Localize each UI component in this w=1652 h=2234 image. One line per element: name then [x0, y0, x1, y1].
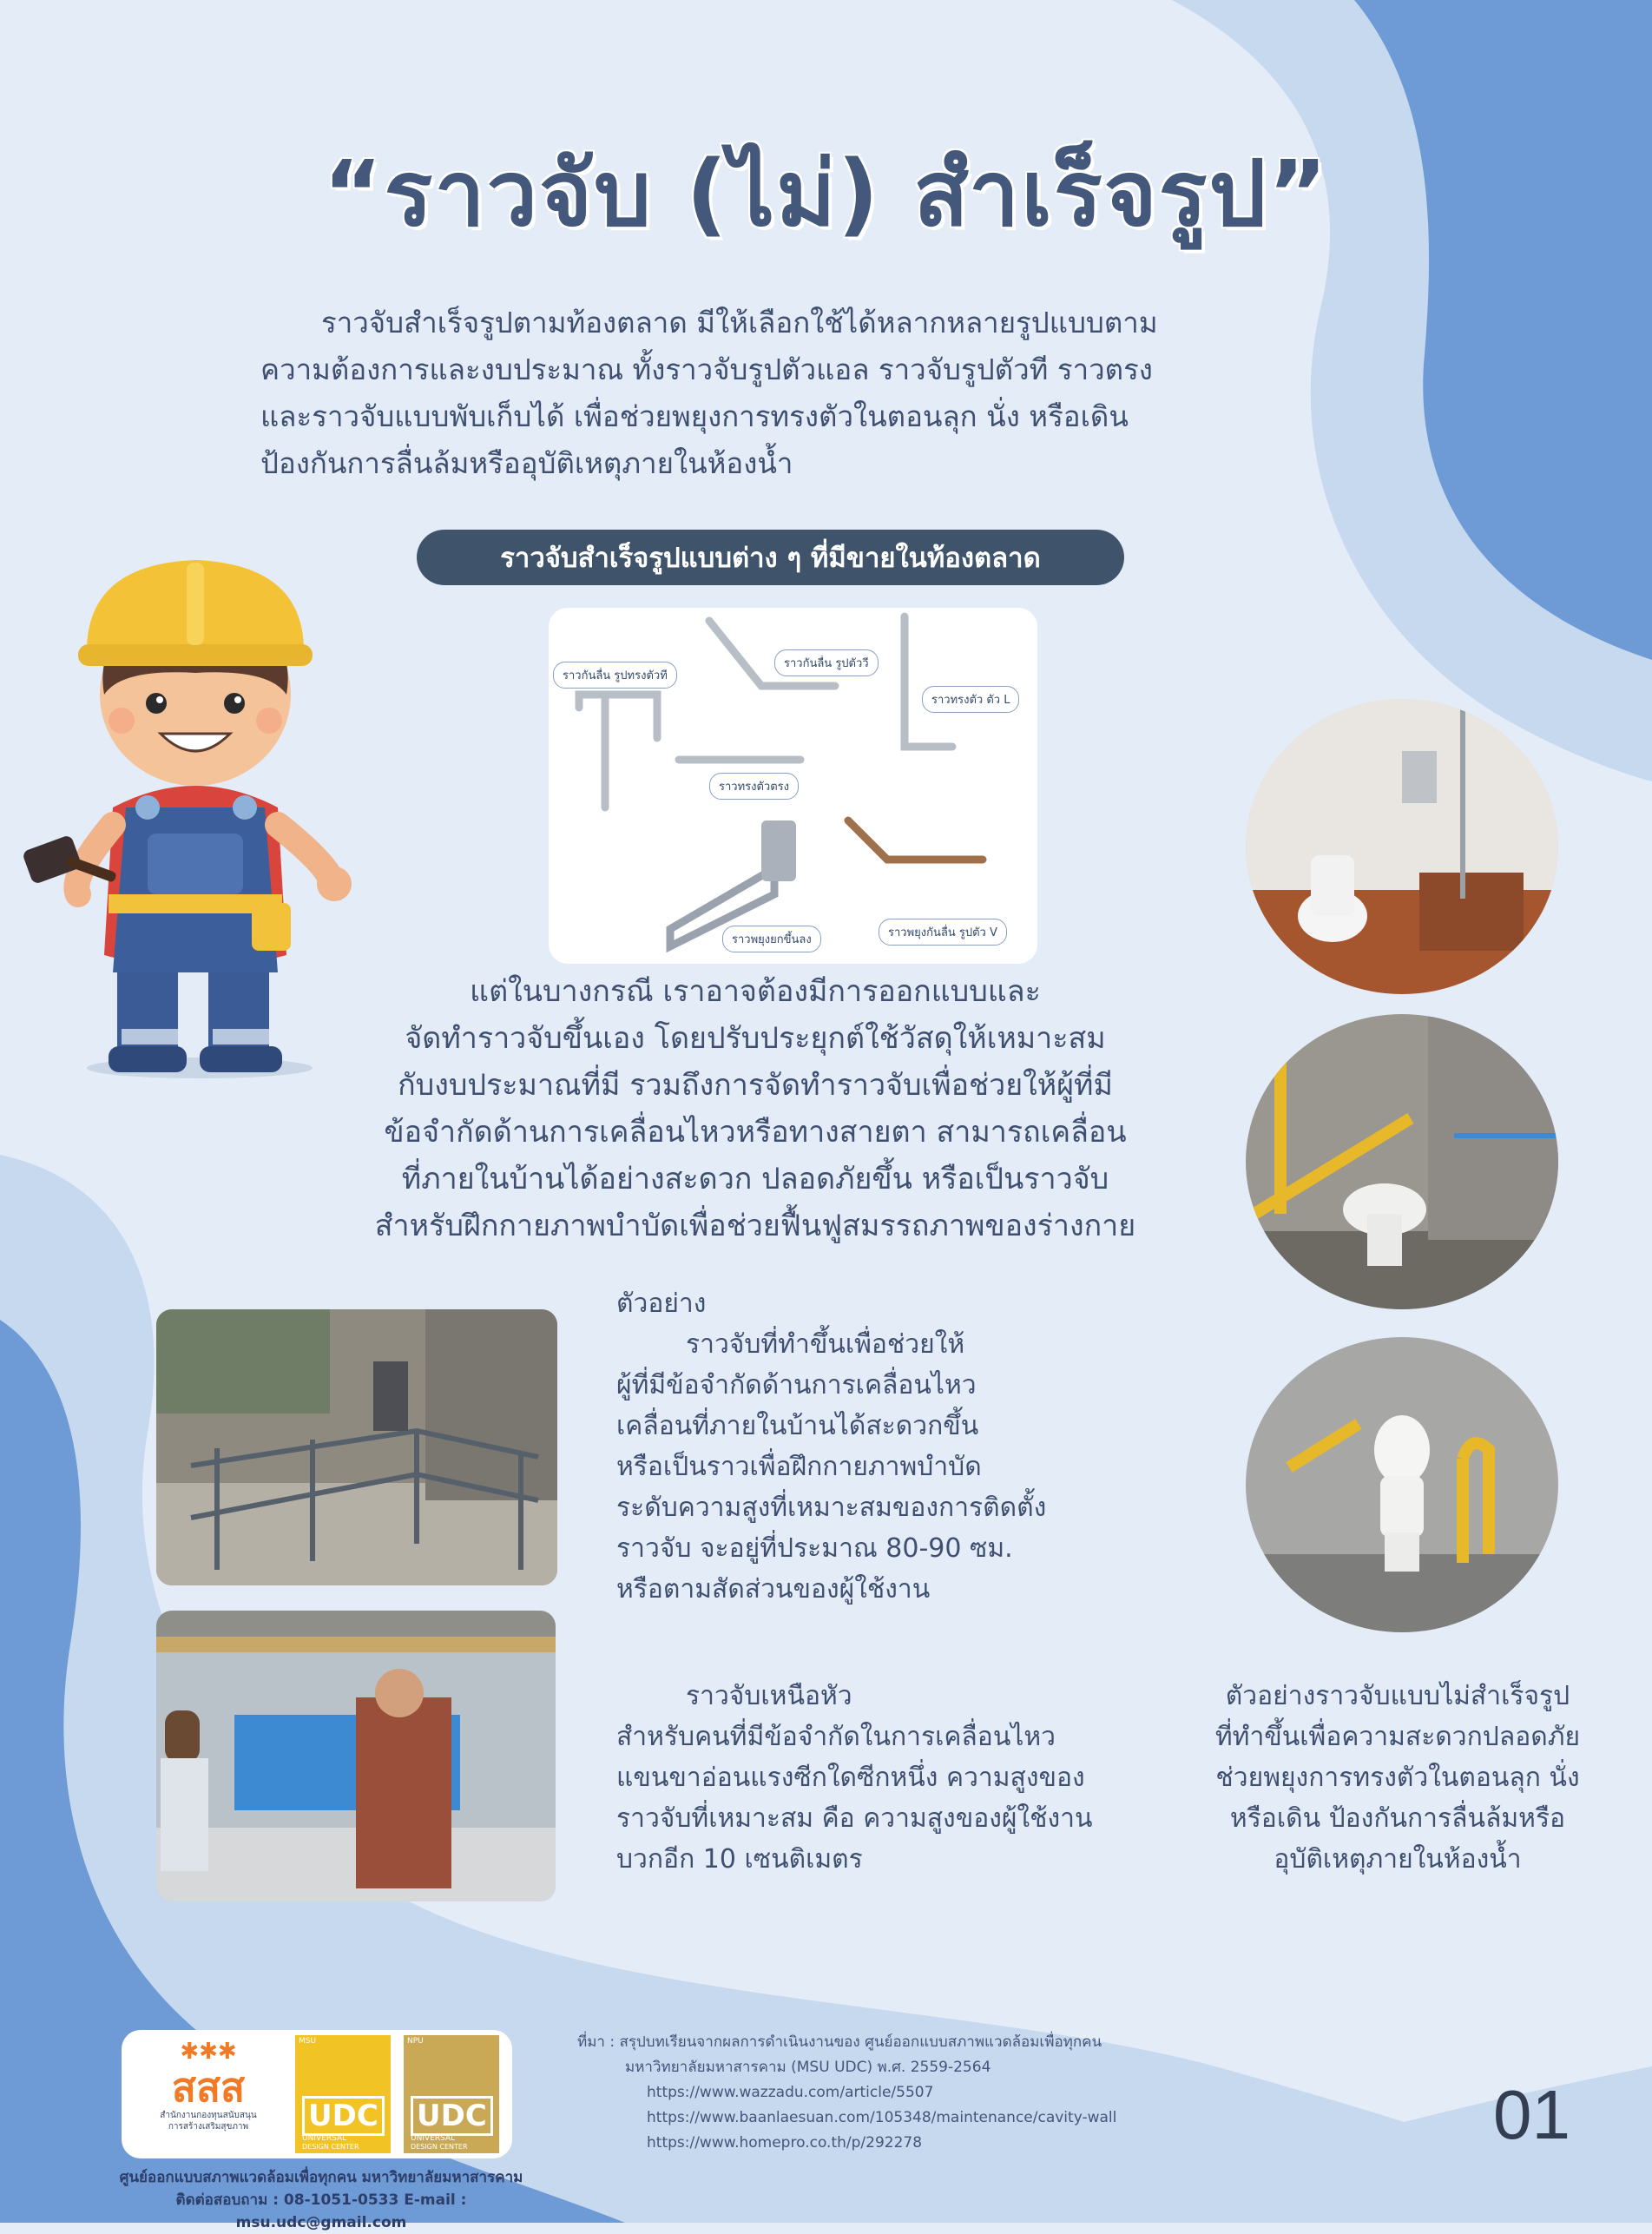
- sources: [577, 2030, 1289, 2156]
- sss-caption: การสร้างเสริมสุขภาพ: [168, 2122, 249, 2132]
- example-heading: ตัวอย่าง: [616, 1288, 707, 1319]
- caption-line: ช่วยพยุงการทรงตัวในตอนลุก นั่ง: [1215, 1763, 1580, 1793]
- overhead-line: บวกอีก 10 เซนติเมตร: [616, 1844, 863, 1875]
- para-line: กับงบประมาณที่มี รวมถึงการจัดทำราวจับเพื่อช่วยให้ผู้ที่มี: [398, 1068, 1113, 1103]
- intro-line: และราวจับแบบพับเก็บได้ เพื่อช่วยพยุงการทรงตัวในตอนลุก นั่ง หรือเดิน: [260, 399, 1129, 433]
- npu-tag: NPU: [407, 2037, 424, 2046]
- udc-wordmark: UDC: [411, 2096, 493, 2136]
- overhead-line: แขนขาอ่อนแรงซีกใดซีกหนึ่ง ความสูงของ: [616, 1763, 1085, 1793]
- source-link[interactable]: https://www.baanlaesuan.com/105348/maintenance/cavity-wall: [647, 2109, 1117, 2126]
- sss-logo: [135, 2039, 282, 2152]
- sss-people-icon: ✱✱✱: [180, 2039, 237, 2065]
- intro-line: ราวจับสำเร็จรูปตามท้องตลาด มีให้เลือกใช้ได้หลากหลายรูปแบบตาม: [321, 306, 1158, 339]
- udc-wordmark: UDC: [302, 2096, 385, 2136]
- sss-caption: สำนักงานกองทุนสนับสนุน: [160, 2111, 257, 2120]
- msu-tag: MSU: [299, 2037, 317, 2046]
- example-line: ระดับความสูงที่เหมาะสมของการติดตั้ง: [616, 1493, 1047, 1523]
- bathroom-photo-1: [1246, 699, 1558, 994]
- sss-wordmark: สสส: [171, 2064, 246, 2111]
- contact-line: ติดต่อสอบถาม : 08-1051-0533 E-mail : msu.udc@gmail.com: [175, 2191, 467, 2231]
- example-line: หรือเป็นราวเพื่อฝึกกายภาพบำบัด: [616, 1452, 982, 1482]
- overhead-line: สำหรับคนที่มีข้อจำกัดในการเคลื่อนไหว: [616, 1722, 1056, 1752]
- para-line: สำหรับฝึกกายภาพบำบัดเพื่อช่วยฟื้นฟูสมรรถภาพของร่างกาย: [374, 1209, 1136, 1243]
- example-line: หรือตามสัดส่วนของผู้ใช้งาน: [616, 1574, 931, 1605]
- bathroom-photo-3: [1246, 1337, 1558, 1632]
- source-line: มหาวิทยาลัยมหาสารคาม (MSU UDC) พ.ศ. 2559-2564: [625, 2059, 991, 2076]
- caption-line: ที่ทำขึ้นเพื่อความสะดวกปลอดภัย: [1214, 1722, 1581, 1752]
- contact-line: ศูนย์ออกแบบสภาพแวดล้อมเพื่อทุกคน มหาวิทยาลัยมหาสารคาม: [119, 2169, 523, 2186]
- source-line: ที่มา : สรุปบทเรียนจากผลการดำเนินงานของ ศูนย์ออกแบบสภาพแวดล้อมเพื่อทุกคน: [577, 2033, 1102, 2051]
- para-line: จัดทำราวจับขึ้นเอง โดยปรับประยุกต์ใช้วัสดุให้เหมาะสม: [405, 1021, 1106, 1056]
- product-label: ราวทรงตัว ตัว L: [922, 686, 1019, 713]
- para-line: ที่ภายในบ้านได้อย่างสะดวก ปลอดภัยขึ้น หรือเป็นราวจับ: [401, 1162, 1109, 1196]
- outdoor-rail-photo: [156, 1309, 557, 1585]
- intro-text: [260, 300, 1389, 487]
- overhead-rail-text: [616, 1676, 1172, 1880]
- example-line: ราวจับ จะอยู่ที่ประมาณ 80-90 ซม.: [616, 1533, 1013, 1564]
- overhead-line: ราวจับที่เหมาะสม คือ ความสูงของผู้ใช้งาน: [616, 1803, 1093, 1834]
- source-link[interactable]: https://www.homepro.co.th/p/292278: [647, 2134, 923, 2152]
- example-line: เคลื่อนที่ภายในบ้านได้สะดวกขึ้น: [616, 1411, 979, 1441]
- section-label: ราวจับสำเร็จรูปแบบต่าง ๆ ที่มีขายในท้องตลาด: [417, 530, 1124, 585]
- bathroom-caption: [1181, 1676, 1615, 1880]
- page-title: “ราวจับ (ไม่) สำเร็จรูป”: [323, 141, 1329, 247]
- product-label: ราวพยุงยกขึ้นลง: [722, 926, 821, 952]
- example-line: ผู้ที่มีข้อจำกัดด้านการเคลื่อนไหว: [616, 1370, 977, 1400]
- page-number: 01: [1493, 2076, 1570, 2153]
- para-line: ข้อจำกัดด้านการเคลื่อนไหวหรือทางสายตา สามารถเคลื่อน: [384, 1115, 1127, 1150]
- example-text: [616, 1283, 1172, 1610]
- product-label: ราวกันลื่น รูปตัววี: [774, 649, 879, 676]
- caption-line: ตัวอย่างราวจับแบบไม่สำเร็จรูป: [1225, 1681, 1570, 1711]
- udc-subtitle: UNIVERSAL: [411, 2134, 456, 2143]
- para-line: แต่ในบางกรณี เราอาจต้องมีการออกแบบและ: [470, 974, 1041, 1009]
- overhead-heading: ราวจับเหนือหัว: [686, 1681, 852, 1711]
- caption-line: อุบัติเหตุภายในห้องน้ำ: [1274, 1844, 1522, 1875]
- product-label: ราวพยุงกันลื่น รูปตัว V: [879, 919, 1007, 946]
- intro-line: ป้องกันการลื่นล้มหรืออุบัติเหตุภายในห้องน้ำ: [260, 446, 793, 480]
- custom-rail-text: [286, 968, 1224, 1249]
- bathroom-photo-2: [1246, 1014, 1558, 1309]
- npu-udc-logo: [404, 2035, 499, 2153]
- caption-line: หรือเดิน ป้องกันการลื่นล้มหรือ: [1229, 1803, 1566, 1834]
- udc-subtitle: DESIGN CENTER: [302, 2143, 359, 2151]
- overhead-rail-photo: [156, 1611, 556, 1901]
- contact-info: [113, 2166, 530, 2234]
- udc-subtitle: UNIVERSAL: [302, 2134, 347, 2143]
- product-label: ราวทรงตัวตรง: [709, 773, 799, 800]
- example-line: ราวจับที่ทำขึ้นเพื่อช่วยให้: [686, 1329, 965, 1360]
- product-card: [549, 608, 1037, 964]
- intro-line: ความต้องการและงบประมาณ ทั้งราวจับรูปตัวแอล ราวจับรูปตัวที ราวตรง: [260, 353, 1153, 386]
- logo-strip: [122, 2030, 512, 2158]
- msu-udc-logo: [295, 2035, 391, 2153]
- udc-subtitle: DESIGN CENTER: [411, 2143, 468, 2151]
- product-label: ราวกันลื่น รูปทรงตัวที: [553, 662, 677, 689]
- source-link[interactable]: https://www.wazzadu.com/article/5507: [647, 2084, 934, 2101]
